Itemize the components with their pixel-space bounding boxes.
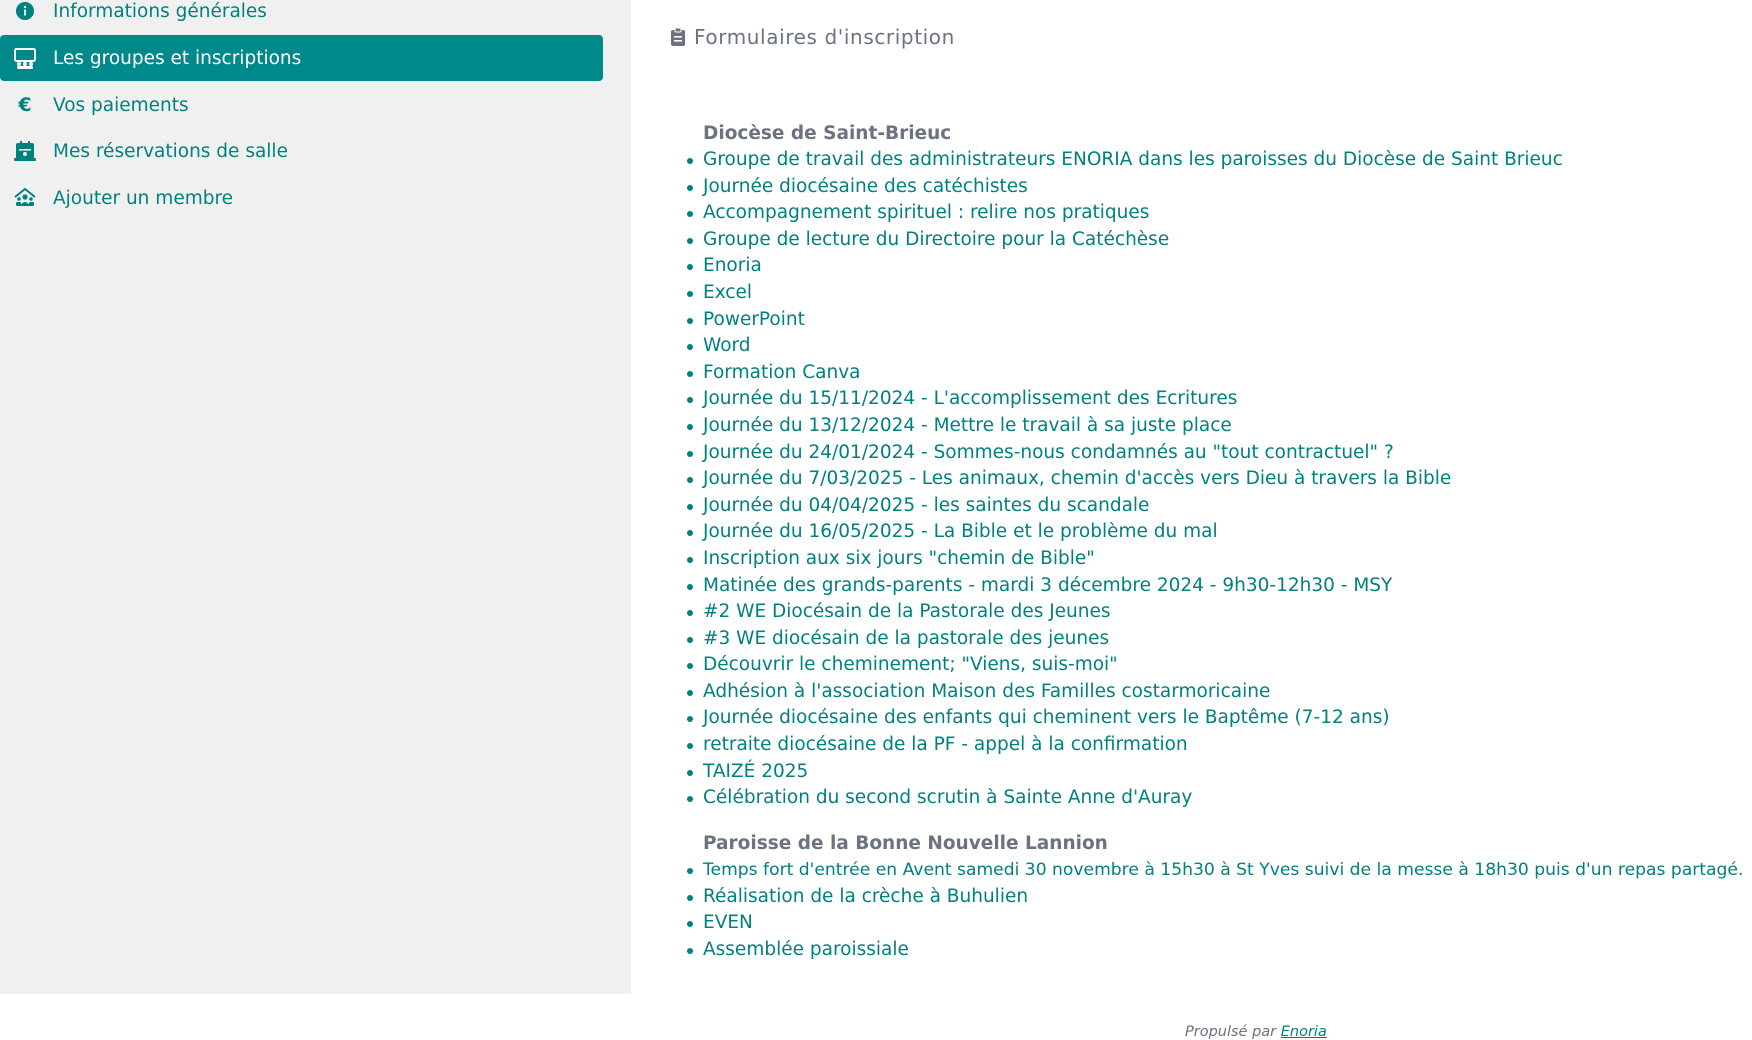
list-item[interactable]: Journée du 04/04/2025 - les saintes du scandale bbox=[703, 493, 1563, 520]
calendar-icon bbox=[12, 138, 38, 164]
sidebar-item-paiements[interactable] bbox=[0, 82, 603, 128]
footer-text: Propulsé par bbox=[1185, 1024, 1277, 1040]
group-title: Diocèse de Saint-Brieuc bbox=[703, 123, 952, 144]
list-item[interactable]: Accompagnement spirituel : relire nos pratiques bbox=[703, 200, 1563, 227]
add-member-icon bbox=[12, 185, 38, 211]
list-item[interactable]: Excel bbox=[703, 280, 1563, 307]
sidebar-item-label: Vos paiements bbox=[53, 94, 189, 116]
list-item[interactable]: Réalisation de la crèche à Buhulien bbox=[703, 884, 1743, 911]
list-item[interactable]: Groupe de lecture du Directoire pour la Catéchèse bbox=[703, 227, 1563, 254]
list-item[interactable]: Journée du 15/11/2024 - L'accomplissement des Ecritures bbox=[703, 386, 1563, 413]
info-icon bbox=[12, 0, 38, 24]
sidebar bbox=[0, 0, 631, 994]
groups-icon bbox=[12, 45, 38, 71]
list-item[interactable]: Matinée des grands-parents - mardi 3 décembre 2024 - 9h30-12h30 - MSY bbox=[703, 573, 1563, 600]
list-item[interactable]: Formation Canva bbox=[703, 360, 1563, 387]
list-item[interactable]: Célébration du second scrutin à Sainte Anne d'Auray bbox=[703, 785, 1563, 812]
list-item[interactable]: retraite diocésaine de la PF - appel à la confirmation bbox=[703, 732, 1563, 759]
list-item[interactable]: Temps fort d'entrée en Avent samedi 30 novembre à 15h30 à St Yves suivi de la messe à 18h30 puis d'un repas partagé. bbox=[703, 857, 1743, 884]
sidebar-item-label: Mes réservations de salle bbox=[53, 140, 288, 162]
list-item[interactable]: EVEN bbox=[703, 910, 1743, 937]
list-item[interactable]: #3 WE diocésain de la pastorale des jeunes bbox=[703, 626, 1563, 653]
sidebar-item-groupes-inscriptions[interactable] bbox=[0, 35, 603, 81]
sidebar-item-ajouter-membre[interactable] bbox=[0, 175, 603, 221]
list-item[interactable]: Journée diocésaine des catéchistes bbox=[703, 174, 1563, 201]
group-section bbox=[703, 831, 1743, 963]
list-item[interactable]: Journée du 7/03/2025 - Les animaux, chemin d'accès vers Dieu à travers la Bible bbox=[703, 466, 1563, 493]
registration-list bbox=[703, 147, 1563, 812]
list-item[interactable]: Journée diocésaine des enfants qui cheminent vers le Baptême (7-12 ans) bbox=[703, 705, 1563, 732]
sidebar-item-label: Les groupes et inscriptions bbox=[53, 47, 302, 69]
list-item[interactable]: Adhésion à l'association Maison des Familles costarmoricaine bbox=[703, 679, 1563, 706]
sidebar-item-label: Informations générales bbox=[53, 0, 267, 22]
sidebar-item-label: Ajouter un membre bbox=[53, 187, 234, 209]
list-item[interactable]: #2 WE Diocésain de la Pastorale des Jeunes bbox=[703, 599, 1563, 626]
list-item[interactable]: Word bbox=[703, 333, 1563, 360]
list-item[interactable]: Journée du 24/01/2024 - Sommes-nous condamnés au "tout contractuel" ? bbox=[703, 440, 1563, 467]
footer-link-enoria[interactable]: Enoria bbox=[1280, 1024, 1327, 1040]
list-item[interactable]: PowerPoint bbox=[703, 307, 1563, 334]
sidebar-item-informations-generales[interactable] bbox=[0, 0, 603, 34]
list-item[interactable]: Enoria bbox=[703, 253, 1563, 280]
list-item[interactable]: Journée du 13/12/2024 - Mettre le travail à sa juste place bbox=[703, 413, 1563, 440]
list-item[interactable]: TAIZÉ 2025 bbox=[703, 759, 1563, 786]
list-item[interactable]: Groupe de travail des administrateurs ENORIA dans les paroisses du Diocèse de Saint Brieuc bbox=[703, 147, 1563, 174]
list-item[interactable]: Découvrir le cheminement; "Viens, suis-moi" bbox=[703, 652, 1563, 679]
euro-icon: € bbox=[18, 93, 32, 116]
page-title bbox=[670, 25, 955, 49]
clipboard-icon bbox=[670, 27, 686, 47]
registration-list bbox=[703, 857, 1743, 963]
list-item[interactable]: Inscription aux six jours "chemin de Bible" bbox=[703, 546, 1563, 573]
sidebar-item-reservations-salle[interactable] bbox=[0, 128, 603, 174]
group-title: Paroisse de la Bonne Nouvelle Lannion bbox=[703, 833, 1108, 854]
group-section bbox=[703, 121, 1563, 812]
list-item[interactable]: Assemblée paroissiale bbox=[703, 937, 1743, 964]
list-item[interactable]: Journée du 16/05/2025 - La Bible et le problème du mal bbox=[703, 519, 1563, 546]
page-title-text: Formulaires d'inscription bbox=[694, 25, 955, 49]
